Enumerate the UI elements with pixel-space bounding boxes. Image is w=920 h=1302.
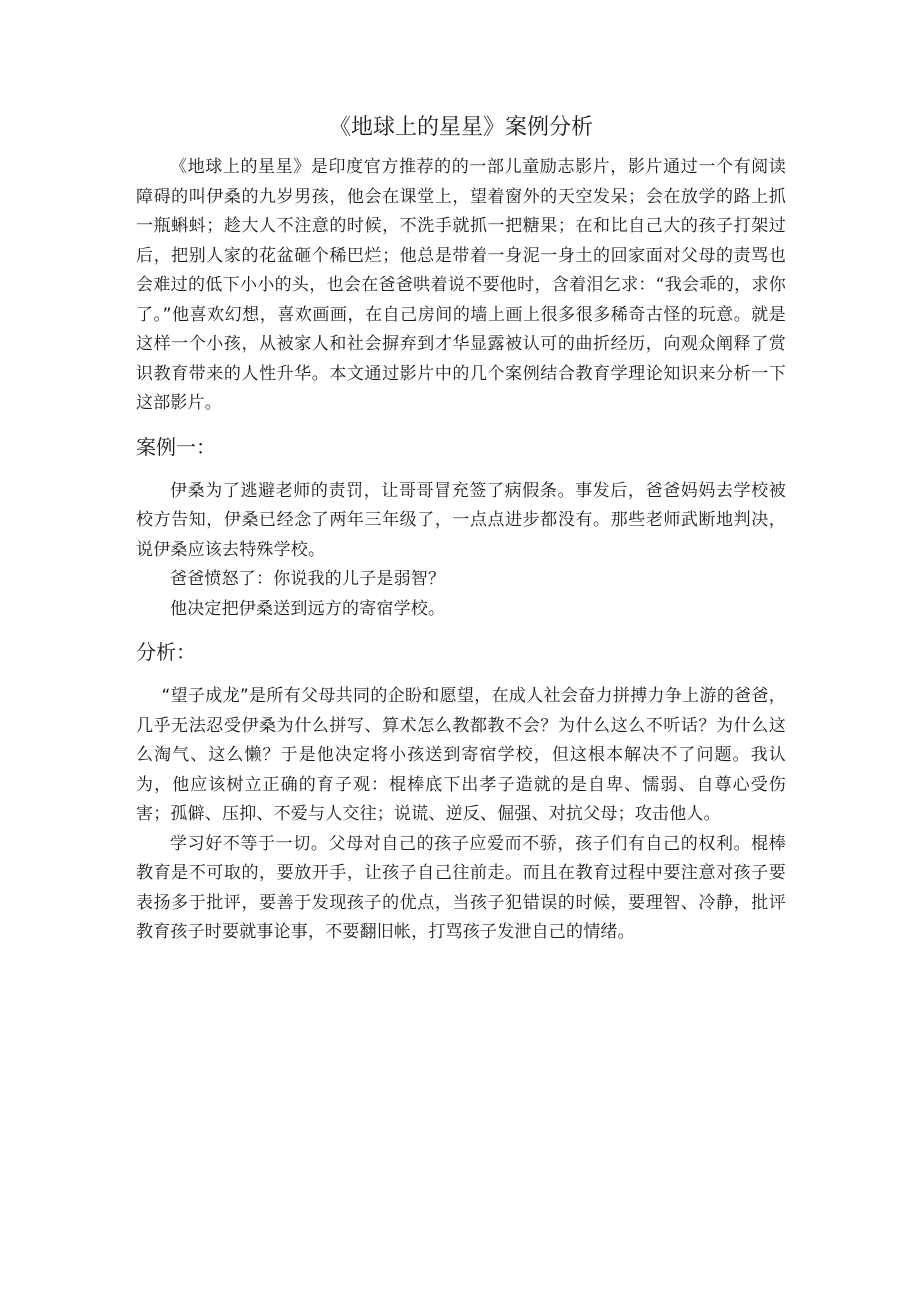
case1-paragraph-3: 他决定把伊桑送到远方的寄宿学校。 xyxy=(170,598,446,619)
document-title: 《地球上的星星》案例分析 xyxy=(328,115,593,140)
analysis-paragraph-2: 学习好不等于一切。父母对自己的孩子应爱而不骄，孩子们有自己的权利。棍棒教育是不可取的，要放开手，让孩子自己往前走。而且在教育过程中要注意对孩子要表扬多于批评，要善于发现孩子的优点，当孩子犯错误的时候，要理智、冷静，批评教育孩子时要就事论事，不要翻旧帐，打骂孩子发泄自己的情绪。 xyxy=(136,833,786,942)
analysis-heading: 分析： xyxy=(136,640,196,664)
intro-paragraph: 《地球上的星星》是印度官方推荐的的一部儿童励志影片，影片通过一个有阅读障碍的叫伊桑的九岁男孩，他会在课堂上，望着窗外的天空发呆；会在放学的路上抓一瓶蝌蚪；趁大人不注意的时候，不洗手就抓一把糖果；在和比自己大的孩子打架过后，把别人家的花盆砸个稀巴烂；他总是带着一身泥一身土的回家面对父母的责骂也会难过的低下小小的头，也会在爸爸哄着说不要他时，含着泪乞求：“我会乖的，求你了。”他喜欢幻想，喜欢画画，在自己房间的墙上画上很多很多稀奇古怪的玩意。就是这样一个小孩，从被家人和社会摒弃到才华显露被认可的曲折经历，向观众阐释了赏识教育带来的人性升华。本文通过影片中的几个案例结合教育学理论知识来分析一下这部影片。 xyxy=(136,157,786,413)
analysis-paragraph-1: “望子成龙”是所有父母共同的企盼和愿望，在成人社会奋力拼搏力争上游的爸爸，几乎无法忍受伊桑为什么拼写、算术怎么教都教不会？为什么这么不听话？为什么这么淘气、这么懒？于是他决定将小孩送到寄宿学校，但这根本解决不了问题。我认为，他应该树立正确的育子观：棍棒底下出孝子造就的是自卑、懦弱、自尊心受伤害；孤僻、压抑、不爱与人交往；说谎、逆反、倔强、对抗父母；攻击他人。 xyxy=(136,686,786,824)
case1-heading: 案例一： xyxy=(136,434,216,459)
case1-paragraph-1: 伊桑为了逃避老师的责罚，让哥哥冒充签了病假条。事发后，爸爸妈妈去学校被校方告知，伊桑已经念了两年三年级了，一点点进步都没有。那些老师武断地判决，说伊桑应该去特殊学校。 xyxy=(136,480,786,560)
case1-paragraph-2: 爸爸愤怒了：你说我的儿子是弱智？ xyxy=(170,569,446,589)
document-page xyxy=(136,112,786,948)
